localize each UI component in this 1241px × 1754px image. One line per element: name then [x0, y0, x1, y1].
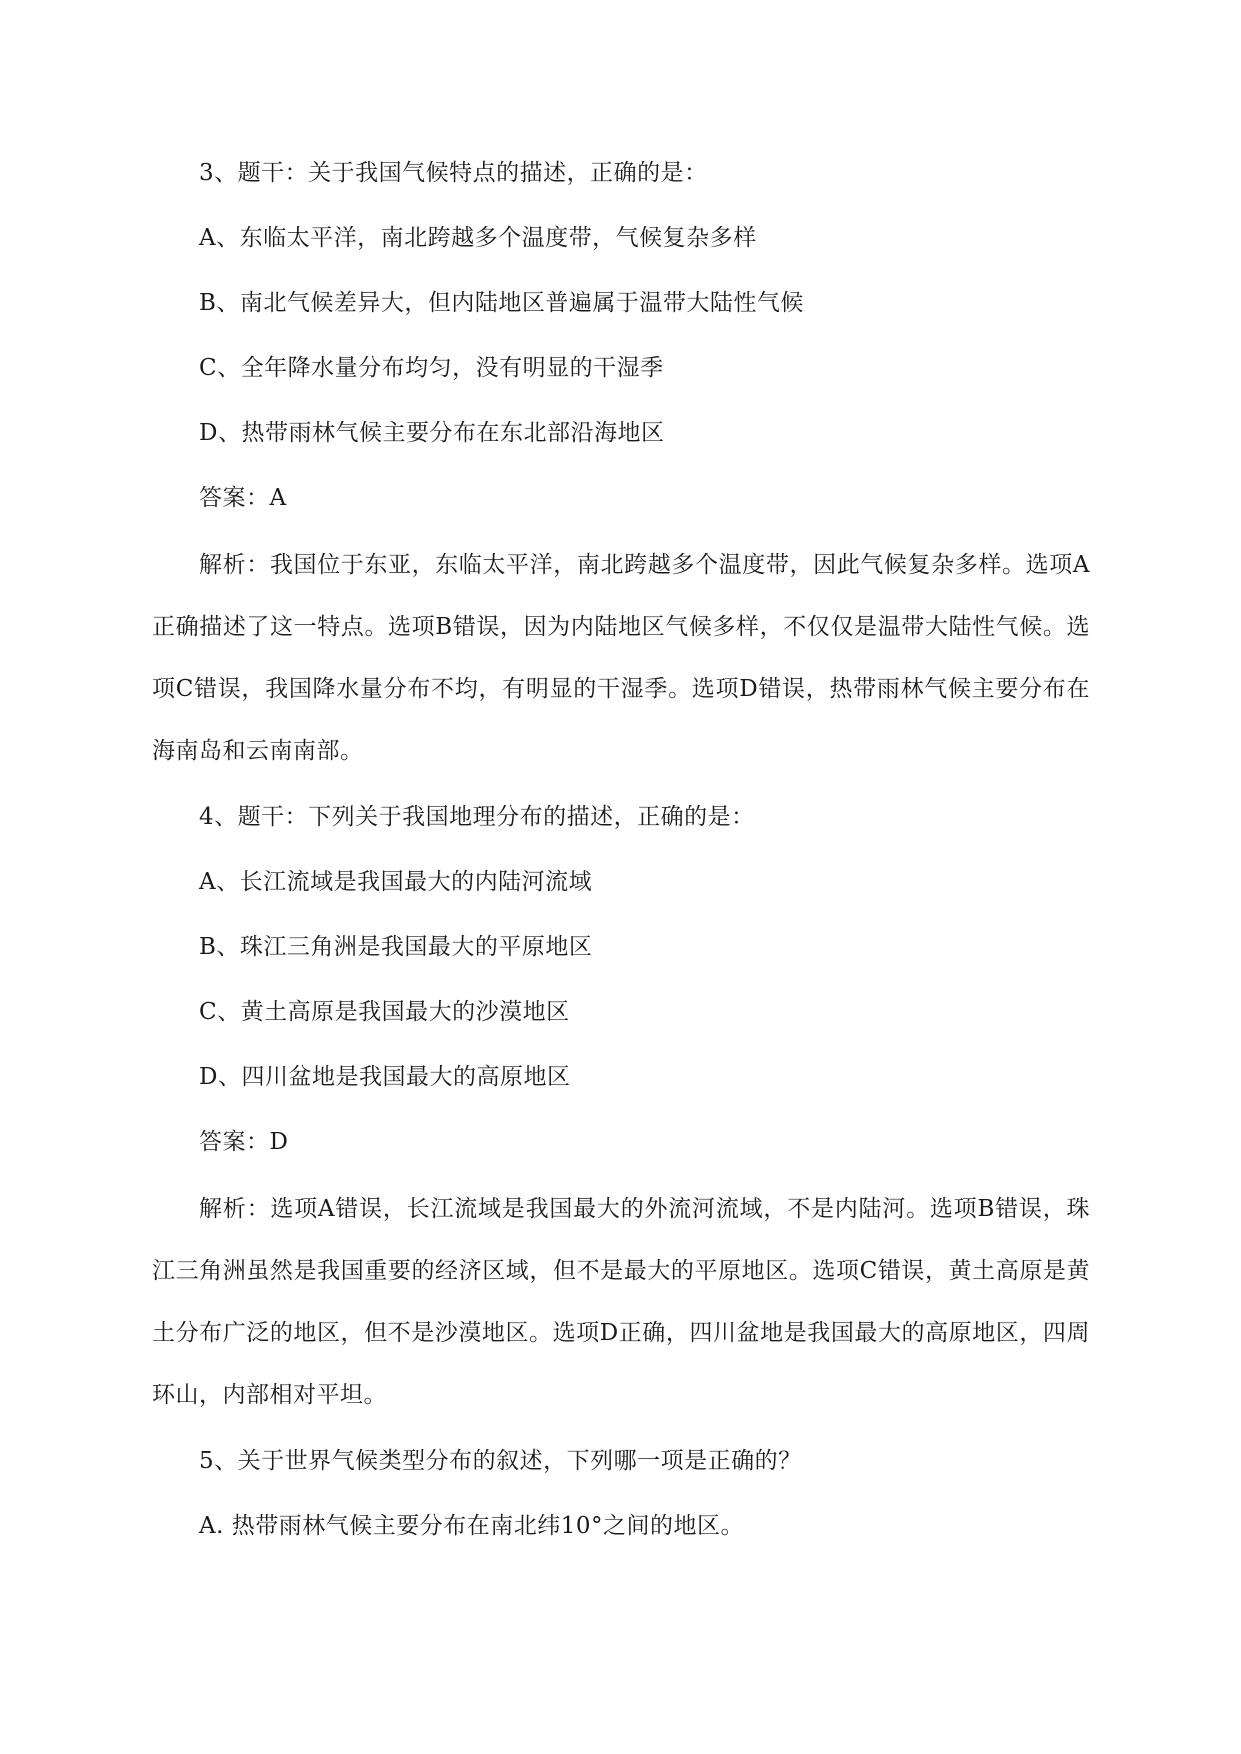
option-b: B、南北气候差异大，但内陆地区普遍属于温带大陆性气候	[199, 290, 804, 316]
question-3	[152, 141, 1090, 782]
option-b: B、珠江三角洲是我国最大的平原地区	[199, 934, 593, 960]
question-stem: 3、题干：关于我国气候特点的描述，正确的是：	[199, 160, 708, 186]
option-c: C、黄土高原是我国最大的沙漠地区	[199, 999, 570, 1025]
question-4	[152, 785, 1090, 1426]
analysis: 解析：选项A错误，长江流域是我国最大的外流河流域，不是内陆河。选项B错误，珠江三角洲虽然是我国重要的经济区域，但不是最大的平原地区。选项C错误，黄土高原是黄土分布广泛的地区，但不是沙漠地区。选项D正确，四川盆地是我国最大的高原地区，四周环山，内部相对平坦。	[152, 1196, 1090, 1408]
answer: 答案：D	[199, 1129, 289, 1155]
question-stem: 4、题干：下列关于我国地理分布的描述，正确的是：	[199, 804, 755, 830]
analysis: 解析：我国位于东亚，东临太平洋，南北跨越多个温度带，因此气候复杂多样。选项A正确描述了这一特点。选项B错误，因为内陆地区气候多样，不仅仅是温带大陆性气候。选项C错误，我国降水量分布不均，有明显的干湿季。选项D错误，热带雨林气候主要分布在海南岛和云南南部。	[152, 552, 1090, 764]
option-a: A、长江流域是我国最大的内陆河流域	[199, 869, 593, 895]
option-a: A、东临太平洋，南北跨越多个温度带，气候复杂多样	[199, 225, 757, 251]
option-d: D、热带雨林气候主要分布在东北部沿海地区	[199, 420, 665, 446]
option-a: A. 热带雨林气候主要分布在南北纬10°之间的地区。	[199, 1513, 744, 1539]
question-stem: 5、关于世界气候类型分布的叙述，下列哪一项是正确的？	[199, 1448, 802, 1474]
answer: 答案：A	[199, 485, 287, 511]
option-c: C、全年降水量分布均匀，没有明显的干湿季	[199, 355, 664, 381]
document-content	[152, 141, 1090, 1559]
question-5	[152, 1429, 1090, 1559]
option-d: D、四川盆地是我国最大的高原地区	[199, 1064, 571, 1090]
